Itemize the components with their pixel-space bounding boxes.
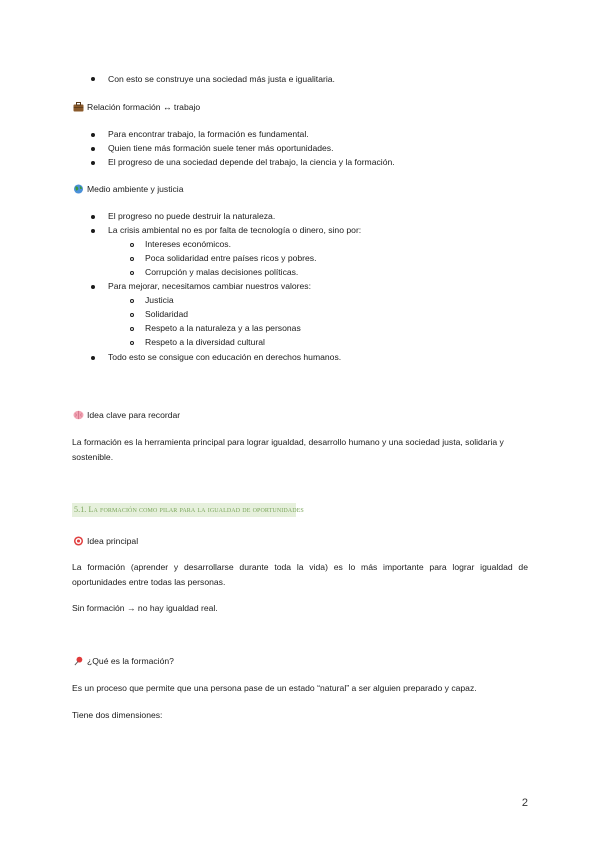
env-sub-item: Intereses económicos. (145, 239, 231, 249)
env-bullet-1: El progreso no puede destruir la naturaleza. (108, 211, 276, 221)
intro-bullet-text: Con esto se construye una sociedad más justa e igualitaria. (108, 74, 335, 84)
section-heading: 5.1. La formación como pilar para la igualdad de oportunidades (74, 505, 304, 514)
work-bullet-2: Quien tiene más formación suele tener más oportunidades. (108, 143, 334, 153)
env-bullet-3: Para mejorar, necesitamos cambiar nuestros valores: (108, 281, 311, 291)
main-idea-text: La formación (aprender y desarrollarse durante toda la vida) es lo más importante para lograr igualdad de oportunidades entre todas las personas. (72, 562, 528, 587)
work-bullet-1: Para encontrar trabajo, la formación es fundamental. (108, 129, 309, 139)
env-value-item: Respeto a la naturaleza y a las personas (145, 323, 301, 333)
bullet-marker (91, 285, 95, 289)
target-icon (73, 536, 84, 546)
sub-bullet-marker (130, 313, 134, 317)
env-value-item: Justicia (145, 295, 174, 305)
bullet-marker (91, 215, 95, 219)
env-sub-item: Corrupción y malas decisiones políticas. (145, 267, 299, 277)
env-section-title: Medio ambiente y justicia (87, 184, 184, 194)
bullet-marker (91, 356, 95, 360)
env-sub-item: Poca solidaridad entre países ricos y pobres. (145, 253, 317, 263)
dimensions-text: Tiene dos dimensiones: (72, 710, 163, 720)
work-section-title: Relación formación ↔ trabajo (87, 102, 201, 112)
sub-bullet-marker (130, 341, 134, 345)
work-bullet-3: El progreso de una sociedad depende del trabajo, la ciencia y la formación. (108, 157, 395, 167)
pushpin-icon (73, 656, 84, 666)
sub-bullet-marker (130, 271, 134, 275)
bullet-marker (91, 77, 95, 81)
sub-bullet-marker (130, 299, 134, 303)
what-is-title: ¿Qué es la formación? (87, 656, 174, 666)
env-bullet-4: Todo esto se consigue con educación en derechos humanos. (108, 352, 342, 362)
bullet-marker (91, 133, 95, 137)
sub-bullet-marker (130, 327, 134, 331)
key-idea-text: La formación es la herramienta principal para lograr igualdad, desarrollo humano y una sociedad justa, solidaria y sostenible. (72, 437, 504, 462)
brain-icon (73, 410, 84, 420)
page-number: 2 (521, 797, 528, 809)
what-is-text: Es un proceso que permite que una persona pase de un estado “natural” a ser alguien preparado y capaz. (72, 683, 477, 693)
env-bullet-2: La crisis ambiental no es por falta de tecnología o dinero, sino por: (108, 225, 362, 235)
sub-bullet-marker (130, 257, 134, 261)
env-value-item: Respeto a la diversidad cultural (145, 337, 265, 347)
briefcase-icon (73, 102, 84, 112)
bullet-marker (91, 161, 95, 165)
key-idea-title: Idea clave para recordar (87, 410, 181, 420)
bullet-marker (91, 229, 95, 233)
main-idea-line: Sin formación → no hay igualdad real. (72, 603, 218, 613)
bullet-marker (91, 147, 95, 151)
env-value-item: Solidaridad (145, 309, 188, 319)
main-idea-title: Idea principal (87, 536, 139, 546)
sub-bullet-marker (130, 243, 134, 247)
globe-icon (73, 184, 84, 194)
